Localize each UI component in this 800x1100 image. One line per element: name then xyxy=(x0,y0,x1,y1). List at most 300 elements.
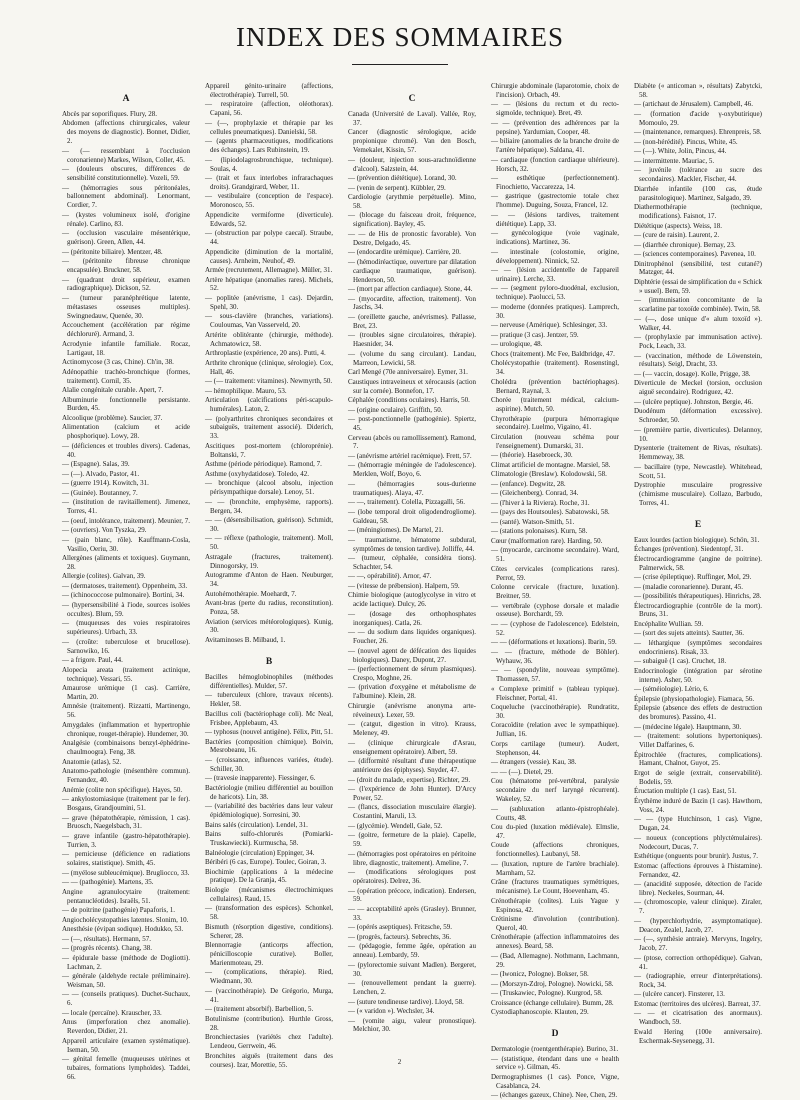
index-entry: Diverticule de Meckel (torsion, occlusion aiguë secondaire). Rodriguez, 42. xyxy=(634,379,762,397)
index-entry: Anatomo-pathologie (mésenthère commun). Fernandez, 40. xyxy=(62,767,190,785)
index-entry: Abdomen (affections chirurgicales, valeur des moyens de diagnostic). Bonnet, Didier, 2. xyxy=(62,119,190,146)
index-entry: Actinomycose (3 cas, Chine). Ch'in, 38. xyxy=(62,358,174,367)
index-entry: — gastrique (gastrectomie totale chez l'homme). Duguing, Souza, Francel, 12. xyxy=(491,192,619,210)
index-entry: — (dosage des orthophosphates inorganiques). Catla, 26. xyxy=(348,609,476,627)
index-entry: — (tumeur paranéphrétique latente, métastases osseuses multiples). Swingnedauw, Quenée, 30. xyxy=(62,293,190,320)
index-entry: Amnésie (traitement). Rizzatti, Martinengo, 56. xyxy=(62,702,190,720)
index-entry: Acrodynie infantile familiale. Rocaz, Lartigaut, 18. xyxy=(62,339,190,357)
index-entry: Appareil articulaire (examen systématique). Iseman, 50. xyxy=(62,1036,190,1054)
index-entry: — (théorie). Hasebroeck, 30. xyxy=(491,451,573,460)
index-entry: — (pylorectomie suivant Madlen). Bergeret, 30. xyxy=(348,960,476,978)
index-entry: — bronchique (alcool absolu, injection périsympathique dorsale). Lenoy, 51. xyxy=(205,479,333,497)
index-entry: Alalie congénitale curable. Apert, 7. xyxy=(62,386,164,394)
index-entry: Armée (recrutement, Allemagne). Müller, 31. xyxy=(205,266,333,275)
index-entry: Climat artificiel de montagne. Marsiel, 58. xyxy=(491,460,611,469)
index-entry: — (trait et faux interlobes infrarachaques droits). Grandgirard, Weber, 11. xyxy=(205,174,333,191)
page-title: INDEX DES SOMMAIRES xyxy=(235,22,565,52)
index-entry: — (goitre, fermeture de la plaie). Capelle, 59. xyxy=(348,831,476,849)
index-entry: Climatologie (Breslaw). Kolodowski, 58. xyxy=(491,470,607,479)
index-entry: — ankylostomiasique (traitement par le fer). Bosgaus, Grandjoumini, 51. xyxy=(62,795,190,812)
index-entry: — étrangers (vessie). Kau, 38. xyxy=(491,758,577,767)
index-entry: — (stations polonaises). Kurn, 58. xyxy=(491,527,588,536)
index-entry: — biliaire (anomalies de la branche droite de l'artère hépatique). Saldana, 41. xyxy=(491,137,619,155)
index-entry: Diathermothérapie (technique, modifications). Faisnot, 17. xyxy=(634,203,762,221)
index-entry: — (progrès, facteurs). Sebrechts, 36. xyxy=(348,932,452,941)
index-entry: — (ulcère peptique). Johnston, Bergie, 46. xyxy=(634,397,754,406)
index-entry: Autohémothérapie. Moehardt, 7. xyxy=(205,589,297,598)
index-entry: — (occlusion vasculaire mésentérique, guérison). Green, Allen, 44. xyxy=(62,229,190,247)
index-entry: Chimie biologique (autoglycolyse in vitro et acide lactique). Dulcy, 26. xyxy=(348,591,476,609)
index-entry: — (—, dose unique d'« alum toxoïd »). Walker, 44. xyxy=(634,314,762,332)
index-entry: — (méningiomes). De Martel, 21. xyxy=(348,526,444,535)
index-entry: — typhosus (nouvel antigène). Félix, Pitt, 51. xyxy=(205,728,333,736)
index-entry: — (vaccinothérapie). De Grégorio, Murga, 41. xyxy=(205,986,333,1004)
index-entry: — (troubles signe circulatoires, thérapie). Haesnider, 34. xyxy=(348,331,476,349)
index-entry: — sous-clavière (branches, variations). Couloumas, Van Vasserveld, 20. xyxy=(205,312,333,330)
index-entry: Bronchites aiguës (traitement dans des courses). Izar, Morettie, 55. xyxy=(205,1051,333,1069)
index-entry: Dystrophie musculaire progressive (chimisme musculaire). Collazo, Barbudo, Torres, 41. xyxy=(634,481,762,507)
index-entry: Estomac (territoires des ulcères). Barreat, 37. xyxy=(634,999,761,1008)
index-entry: Céphalée (conditions oculaires). Harris, 50. xyxy=(348,396,470,405)
index-entry: — (nouvel agent de défécation des liquides biologiques). Daney, Dupont, 27. xyxy=(348,646,476,664)
index-entry: — (vitesse de prébension). Halpern, 59. xyxy=(348,581,460,590)
index-entry: Chyrothérapie (purpura hémorragique secondaire). Luelmo, Vigaino, 41. xyxy=(491,414,619,432)
index-entry: Aviation (services météorologiques). Kunig, 30. xyxy=(205,617,333,635)
index-entry: — (immunisation concomitante de la scarlatine par toxoïde combinée). Twin, 58. xyxy=(634,296,762,314)
index-entry: — (hypersensibilité à l'iode, sources isolées occultes). Blum, 59. xyxy=(62,600,190,618)
index-entry: Chirurgie (anévrisme anonyma arte-réveineux). Lexer, 59. xyxy=(348,701,476,719)
index-entry: Anesthésie (évipan sodique). Hodukko, 53. xyxy=(62,925,184,934)
index-entry: Bronchiectasies (variétés chez l'adulte). Lendeou, Gerrwein, 46. xyxy=(205,1033,333,1051)
index-entry: Alcoolique (problème). Saucier, 37. xyxy=(62,413,163,422)
index-entry: Cancer (diagnostic sérologique, acide propionique chromé). Van den Bosch, Vemekalet, Kissin, 57. xyxy=(348,128,476,155)
index-entry: — —, traitement). Colella, Pizzagalli, 56. xyxy=(348,498,466,507)
index-entry: — — (cyphose de l'adolescence). Edelstein, 52. xyxy=(491,619,619,637)
section-letter: E xyxy=(694,519,702,530)
index-entry: — (pain blanc, rôle). Kauffmann-Cosla, Vasilio, Oeriu, 30. xyxy=(62,535,190,553)
index-entry: — (subluxation atlanto-épistrophéale). Coutts, 48. xyxy=(491,804,619,822)
index-entry: — (sort des sujets atteints). Sautter, 36. xyxy=(634,629,744,638)
index-entry: Épitrochlée (fractures, complications). Hamant, Chalnot, Guyot, 25. xyxy=(634,750,762,768)
index-entry: — (douleur, injection sous-arachnoïdienne d'alcool). Salzstein, 44. xyxy=(348,155,476,173)
index-entry: — (croissance, influences variées, étude). Schiller, 30. xyxy=(205,755,333,773)
index-entry: Balnéologie (circulation) Eppinger, 34. xyxy=(205,848,315,857)
index-entry: — (suture tendineuse tardive). Lloyd, 58. xyxy=(348,997,464,1006)
index-entry: — (—, synthèsie antraie). Mervyns, Ingelry, Jacob, 27. xyxy=(634,935,762,953)
index-entry: Bactériologie (milieu différentiel au bouillon de haricots). Lin, 38. xyxy=(205,783,333,801)
index-entry: Cystodiaphanoscopie. Klauten, 29. xyxy=(491,1008,589,1017)
index-entry: — (variabilité des bactéries dans leur valeur épidémiologique). Sorresini, 30. xyxy=(205,802,333,820)
index-entry: — locale (percaïne). Krauscher, 33. xyxy=(62,1008,162,1017)
index-entry: — post-ponctionnelle (pathogénie). Spiertz, 45. xyxy=(348,415,476,432)
index-entry: — (pédagogie, femme âgée, opération au anneau). Lembardy, 59. xyxy=(348,942,476,960)
index-entry: — (vomite aigu, valeur pronostique). Melchior, 30. xyxy=(348,1016,476,1034)
index-entry: Diététique (aspects). Weiss, 18. xyxy=(634,221,722,230)
index-column xyxy=(348,82,476,1072)
index-entry: Autogramme d'Anton de Haen. Neuburger, 34. xyxy=(205,571,333,589)
index-entry: — — du sodium dans liquides organiques). Foucher, 26. xyxy=(348,628,476,646)
index-entry: Angine agranulocytaire (traitement: pentanucléotides). Israëls, 51. xyxy=(62,887,190,905)
index-entry: Bacillus coli (bactériophage coli). Mc Neal, Frisbee, Applebaum, 43. xyxy=(205,709,333,727)
index-entry: — — et cicatrisation des anormaux). Wandboch, 59. xyxy=(634,1009,762,1027)
index-entry: Cou (hématome pré-vertébral, paralysie secondaire du nerf laryngé récurrent). Wakeley, 52. xyxy=(491,777,619,804)
index-entry: — (origine oculaire). Griffith, 50. xyxy=(348,405,443,414)
index-entry: Esthétique (onguents pour brunir). Justus, 7. xyxy=(634,852,759,861)
index-entry: Analgésie (combinaisons benzyl-éphédrine-chaulmoogra). Feng, 38. xyxy=(62,739,190,757)
index-entry: — (hyperchlorhydrie, asymptomatique). Deacon, Zealel, Jacob, 27. xyxy=(634,916,762,934)
index-entry: — (traitement absorbif). Barbellion, 5. xyxy=(205,1005,314,1014)
index-entry: — pernicieuse (déficience en radiations solaires, statistique). Smith, 45. xyxy=(62,850,190,868)
index-entry: Épilepsie (physiopathologie). Fiamaca, 56. xyxy=(634,694,755,703)
index-entry: — (perfectionnement de sérum plasmiques). Crespo, Moghne, 26. xyxy=(348,665,476,682)
index-entry: — (endocardite urémique). Carrière, 20. xyxy=(348,248,461,257)
index-entry: — (Guinée). Boutanney, 7. xyxy=(62,488,138,497)
index-entry: Articulation (calcifications péri-scapulo-humérales). Laton, 2. xyxy=(205,396,333,413)
index-entry: Dermographismes (1 cas). Ponce, Vigne, Casablanca, 24. xyxy=(491,1072,619,1090)
index-entry: — (« varidon »). Wechsler, 34. xyxy=(348,1007,435,1016)
index-entry: — (statistique, étendant dans une « health service »). Gilman, 45. xyxy=(491,1054,619,1072)
index-entry: — (kystes volumineux isolé, d'origine rénale). Carlino, 83. xyxy=(62,210,190,228)
index-entry: — (flancs, dissociation musculaire élargie). Costantini, Maruli, 13. xyxy=(348,803,476,821)
index-entry: — (anacidité supposée, détection de l'acide libre). Neckeles, Sourman, 44. xyxy=(634,880,762,897)
index-entry: — (myélose subleucémique). Brugliocco, 33. xyxy=(62,868,190,877)
index-entry: Ewald Hering (100e anniversaire). Eschermak-Seysenegg, 31. xyxy=(634,1027,762,1045)
index-entry: — (luxation, rupture de l'artère brachiale). Marnham, 52. xyxy=(491,859,619,877)
title-rule xyxy=(352,64,448,65)
index-entry: — (échanges gazeux, Chine). Nee, Chen, 29. xyxy=(491,1091,618,1100)
page-number: 2 xyxy=(397,1058,403,1066)
index-entry: Allergie (colites). Galvan, 39. xyxy=(62,572,146,581)
index-entry: — (privation d'oxygène et métabolisme de l'albumine). Klein, 28. xyxy=(348,683,476,701)
index-entry: — moderne (données pratiques). Lamprech, 30. xyxy=(491,302,619,320)
index-entry: — (Morszyn-Zdroj, Pologne). Nowicki, 58. xyxy=(491,979,614,988)
index-entry: Croissance (échange cellulaire). Bumm, 28. xyxy=(491,998,614,1007)
index-entry: Angiocholécystopathies latentes. Slonim, 10. xyxy=(62,915,189,924)
index-entry: Canada (Université de Laval). Vallée, Roy, 37. xyxy=(348,109,476,127)
index-entry: — (hémorragies post opératoires en péritoine libre, diagnostic, traitement). Ameline, 7. xyxy=(348,849,476,867)
index-entry: — (oeuf, intolérance, traitement). Meunier, 7. xyxy=(62,516,191,525)
index-entry: — (enfance). Degwitz, 28. xyxy=(491,479,566,488)
index-entry: — — (pathogénie). Martens, 35. xyxy=(62,878,154,887)
index-entry: — (venin de serpent). Kübbler, 29. xyxy=(348,183,446,192)
index-entry: — (pays des Houtsoules). Sabatowski, 58. xyxy=(491,508,610,517)
section-letter: C xyxy=(408,94,416,104)
index-entry: — (médecine légale). Hauptmann, 30. xyxy=(634,722,742,731)
index-entry: — — (lésions tardives, traitement diététique). Lapp, 33. xyxy=(491,210,619,228)
index-entry: Coqueluche (vaccinothérapie). Rundratitz, 30. xyxy=(491,703,619,720)
index-entry: Bismuth (résorption digestive, conditions). Scherer, 28. xyxy=(205,922,333,940)
index-entry: — (Iwonicz, Pologne). Bokser, 58. xyxy=(491,970,589,979)
index-entry: — — (déformations et luxations). Ibarin, 59. xyxy=(491,638,617,647)
index-entry: Coracoïdite (relation avec le sympathique). Jullian, 16. xyxy=(491,721,619,739)
index-entry: — (l'hiver à la Riviera). Roche, 31. xyxy=(491,498,590,507)
index-entry: — léthargique (symptômes secondaires endocriniens). Risak, 33. xyxy=(634,638,762,656)
index-entry: — (hémorragie méningée de l'adolescence). Merklen, Wolf, Boyo, 6. xyxy=(348,461,476,479)
index-entry: — — réflexe (pathologie, traitement). Moll, 50. xyxy=(205,534,333,552)
index-entry: — (vaccination, méthode de Löwenstein, résultats). Seigl, Dracht, 33. xyxy=(634,351,762,369)
index-entry: Biochimie (applications à la médecine pratique). De la Granja, 45. xyxy=(205,867,333,885)
index-entry: — (ouvriers). Von Tyszka, 29. xyxy=(62,526,147,535)
index-entry: Abcès par soporifiques. Flury, 28. xyxy=(62,109,158,118)
index-entry: Arthroplastie (expérience, 20 ans). Putti, 4. xyxy=(205,349,326,358)
index-entry: — (hémorragies sous-durienne traumatiques). Alaya, 47. xyxy=(348,479,476,497)
index-entry: — grave infantile (gastro-hépatothérapie). Turrien, 3. xyxy=(62,831,190,849)
index-entry: Caustiques intraveineux et xérocausis (action sur la cornée). Bonnefon, 17. xyxy=(348,377,476,395)
index-entry: — bacillaire (type, Newcastle). Whitehead, Scott, 51. xyxy=(634,462,762,480)
index-entry: Circulation (nouveau schéma pour l'enseignement). Dumarski, 31. xyxy=(491,432,619,450)
index-entry: — vestibulaire (conception de l'espace). Moronosco, 55. xyxy=(205,192,333,210)
index-entry: — (— ressemblant à l'occlusion coronarienne) Markes, Wilson, Coller, 45. xyxy=(62,146,190,164)
index-entry: — poplitée (anévrisme, 1 cas). Dejardin, Spehl, 30. xyxy=(205,293,333,311)
index-entry: Biologie (mécanismes électrochimiques cellulaires). Raud, 15. xyxy=(205,885,333,903)
index-entry: — cardiaque (fonction cardiaque ultérieure). Horsch, 32. xyxy=(491,155,619,173)
index-entry: Bacilles hémoglobinophiles (méthodes différentielles). Mulder, 57. xyxy=(205,672,333,690)
index-entry: Électrocardiographie (contrôle de la mort). Bruns, 31. xyxy=(634,601,762,619)
index-entry: — (muqueuses des voies respiratoires supérieures). Urbach, 33. xyxy=(62,619,190,637)
index-entry: Cholédra (prévention bactériophages). Bernard, Raynal, 3. xyxy=(491,377,619,395)
index-entry: Coude (affections chroniques, fonctionnelles). Laubanyi, 58. xyxy=(491,841,619,859)
index-entry: — (lobe temporal droit oligodendrogliome). Galdeau, 58. xyxy=(348,507,476,525)
index-entry: — traumatisme, hématome subdural, symptômes de tension tardive). Jolliffe, 44. xyxy=(348,535,476,553)
index-entry: Cholécystopathie (traitement). Rosenstingl, 34. xyxy=(491,359,619,377)
index-entry: Dinitrophénol (sensibilité, test cutané?) Matzger, 44. xyxy=(634,259,762,277)
index-entry: Épilepsie (absence des effets de destruction des bromures). Passino, 41. xyxy=(634,704,762,722)
index-entry: Amaurose urémique (1 cas). Carrière, Martin, 20. xyxy=(62,684,190,701)
index-entry: — (maintenance, remarques). Ehrenpreis, 58. xyxy=(634,128,762,137)
index-entry: Chocs (traitement). Mc Fee, Baldbridge, 47. xyxy=(491,349,615,358)
index-entry: Électrocardiogramme (angine de poitrine). Palmerwick, 58. xyxy=(634,554,762,572)
index-entry: — (volume du sang circulant). Landau, Marreon, Lewicki, 58. xyxy=(348,349,476,367)
index-entry: — — (spondylite, nouveau symptôme). Thomassen, 57. xyxy=(491,666,619,684)
index-entry: — (sciences contemporaines). Pavenea, 10. xyxy=(634,250,756,259)
index-entry: Diabète (« anticoman », résultats) Zabytcki, 58. xyxy=(634,82,762,99)
index-entry: Crâne (fractures traumatiques symétriques, mécanisme). Le Count, Hoevenham, 45. xyxy=(491,878,619,896)
index-entry: Colonne cervicale (fracture, luxation). Breitner, 59. xyxy=(491,583,619,601)
index-entry: — (non-hérédité). Pincus, White, 45. xyxy=(634,137,738,146)
index-entry: — générale (aldehyde rectale préliminaire). Weisman, 50. xyxy=(62,972,190,989)
index-entry: — — (bronchite, emphysème, rapports). Bergen, 34. xyxy=(205,497,333,515)
index-entry: Béribéri (6 cas, Europe). Toulec, Goiran, 3. xyxy=(205,858,327,867)
index-entry: Avitaminoses B. Milbaud, 1. xyxy=(205,635,286,644)
index-entry: — — de His de pronostic favorable). Von Destre, Delgado, 45. xyxy=(348,229,476,247)
index-entry: Ascitiques post-mortem (chloroprénie). Boltanski, 7. xyxy=(205,441,333,459)
index-entry: Diphtérie (essai de simplification du « Schick » usuel). Bem, 59. xyxy=(634,277,762,295)
index-entry: Avant-bras (perte du radius, reconstitution). Ponza, 58. xyxy=(205,599,333,617)
index-entry: — (Espagne). Salas, 39. xyxy=(62,460,130,469)
index-entry: Chirurgie abdominale (laparotomie, choix de l'incision). Orbach, 49. xyxy=(491,82,619,99)
index-entry: Anémie (colite non spécifique). Hayes, 50. xyxy=(62,785,183,794)
index-entry: Encéphalite Wullian. 59. xyxy=(634,619,704,628)
index-entry: Botulinisme (contribution). Hurthle Gross, 28. xyxy=(205,1014,333,1032)
index-entry: — (clinique chirurgicale d'Asrau, enseignement opératoire). Albert, 59. xyxy=(348,738,476,756)
index-column xyxy=(62,82,191,1081)
index-entry: Bains sulfo-chlorurés (Pomiarki-Truskawiecki). Kurmuscha, 58. xyxy=(205,830,333,848)
index-entry: Bactéries (composition chimique). Boivin, Mesrobeanu, 16. xyxy=(205,737,333,755)
index-entry: Diarrhée infantile (100 cas, étude parasitologique). Martinez, Salgado, 39. xyxy=(634,184,762,202)
index-entry: — (diarrhée chronique). Bernay, 23. xyxy=(634,240,736,249)
index-entry: — subaiguë (1 cas). Cruchet, 18. xyxy=(634,657,727,666)
index-entry: — (quadrant droit supérieur, examen radiographique). Dickson, 52. xyxy=(62,275,190,293)
index-entry: — (blocage du faisceau droit, fréquence, signification). Bayley, 45. xyxy=(348,211,476,229)
index-entry: — (droit du malade, expertise). Richter, 29. xyxy=(348,775,471,784)
index-entry: — — (fracture, méthode de Böhler). Wyhauw, 36. xyxy=(491,647,619,665)
index-entry: Eaux lourdes (action biologique). Schön, 31. xyxy=(634,535,760,544)
index-entry: — (l'expérience de John Hunter). D'Arcy Power, 52. xyxy=(348,785,476,802)
index-entry: — (artichaut de Jérusalem). Campbell, 46. xyxy=(634,100,753,109)
index-entry: Dermatologie (roentgenthérapie). Burino, 31. xyxy=(491,1045,619,1054)
index-entry: Bains salés (circulation). Lendel, 31. xyxy=(205,820,308,829)
index-column xyxy=(634,82,762,1072)
index-entry: — (travesie inapparente). Fiessinger, 6. xyxy=(205,774,316,783)
index-entry: — (agents pharmaceutiques, modifications des échanges). Lars Rubinstein, 19. xyxy=(205,137,333,155)
index-entry: — intermittente. Mauriac, 5. xyxy=(634,156,715,165)
index-entry: — (douleurs obscures, différences de sensibilité constitutionnelle). Vozeli, 59. xyxy=(62,165,190,183)
index-entry: Artérite oblitérante (chirurgie, méthode). Achmatowicz, 58. xyxy=(205,330,333,348)
index-entry: — (— traitement: vitamines). Newmyrth, 50. xyxy=(205,377,333,386)
index-entry: Endocrinologie (intégration par sérotine interne). Asher, 50. xyxy=(634,666,762,684)
index-entry: — (première partie, diverticules). Delannoy, 10. xyxy=(634,425,762,443)
index-entry: — (prévention diététique). Lorand, 30. xyxy=(348,174,457,183)
index-entry: — (—). White, Jolin, Pincus, 44. xyxy=(634,147,727,156)
index-entry: — respiratoire (affection, oléothorax). Capani, 56. xyxy=(205,100,333,118)
index-entry: — noueux (conceptions phlyctémulaires). Nodecourt, Ducas, 7. xyxy=(634,833,762,851)
index-entry: — esthétique (perfectionnement). Finochietto, Vaccarezza, 14. xyxy=(491,174,619,191)
index-entry: — (progrès récents). Chang, 38. xyxy=(62,944,153,953)
index-entry: — (catgut, digestion in vitro). Krauss, Meleney, 49. xyxy=(348,720,476,738)
index-entry: — gynécologique (voie vaginale, indications). Martinez, 36. xyxy=(491,229,619,247)
index-entry: — (modifications sérologiques post opératoires). Delrez, 36. xyxy=(348,868,476,886)
index-entry: — (ichinococcose pulmonaire). Bortini, 34. xyxy=(62,591,185,600)
index-entry: Allergènes (aliments et toxiques). Guymann, 28. xyxy=(62,554,190,571)
index-entry: Dysenterie (traitement de Rivas, résultats). Hemmeway, 38. xyxy=(634,444,762,462)
index-entry: Anus (imperforation chez anomalie). Reverdon, Didier, 21. xyxy=(62,1018,190,1036)
index-entry: Ergot de seigle (extrait, conservabilité). Bodelis, 59. xyxy=(634,768,762,786)
index-entry: Alimentation (calcium et acide phosphorique). Lowy, 28. xyxy=(62,423,190,441)
index-entry: — (— vaccin, dosage). Kolle, Prigge, 38. xyxy=(634,369,751,378)
index-entry: Appendicite (diminution de la mortalité, causes). Arnheim, Neuhof, 49. xyxy=(205,247,333,265)
index-entry: Duodénum (déformation excessive). Schroeder, 50. xyxy=(634,407,762,425)
index-entry: Éructation multiple (1 cas). East, 51. xyxy=(634,787,737,796)
index-entry: — (oreillette gauche, anévrismes). Pallasse, Bret, 23. xyxy=(348,312,476,330)
index-entry: Cerveau (abcès ou ramollissement). Ramond, 7. xyxy=(348,433,476,451)
index-entry: — (Bad, Allemagne). Nothmann, Lachmann, 29. xyxy=(491,951,619,969)
index-entry: Érythème induré de Bazin (1 cas). Hawthorn, Voss, 24. xyxy=(634,796,762,814)
index-entry: Artère hépatique (anomalies rares). Michels, 52. xyxy=(205,275,333,293)
index-entry: — (séméiologie). Lèrio, 6. xyxy=(634,685,709,694)
index-entry: — a frigore. Paul, 44. xyxy=(62,656,123,665)
index-entry: — (tumeur, céphalée, considéra tions). Schachter, 54. xyxy=(348,554,476,571)
index-entry: — (crise épileptique). Ruffinger, Mol, 29. xyxy=(634,573,752,582)
index-entry: — (glycémie). Wendell, Gale, 52. xyxy=(348,821,443,830)
index-entry: — grave (hépatothérapie, rémission, 1 cas). Bruosch, Naegelsbach, 31. xyxy=(62,813,190,831)
index-entry: — (ulcère cancer). Finsterer, 13. xyxy=(634,990,725,999)
index-entry: Crénothérapie (affection inflammatoires des annexes). Beard, 58. xyxy=(491,933,619,951)
index-entry: — (myocardite, affection, traitement). Von Jaschs, 34. xyxy=(348,294,476,312)
index-entry: — (hémorragies sous péritonéales, ballonnement abdominal). Lenormant, Cordier, 7. xyxy=(62,183,190,210)
index-entry: — tuberculeux (chlore, travaux récents). Hekler, 58. xyxy=(205,691,333,709)
index-entry: — (péritonite fibreuse chronique encapsulée). Bruckner, 58. xyxy=(62,257,190,275)
index-entry: — (myocarde, carcinome secondaire). Ward, 51. xyxy=(491,546,619,564)
index-entry: — (—, prophylaxie et thérapie par les cellules pneumatiques). Danielski, 58. xyxy=(205,118,333,136)
index-entry: — (croûte: tuberculose et brucellose). Sarnowiko, 16. xyxy=(62,637,190,655)
index-entry: — juvénile (tolérance au sucre des secondaires). Mackler, Fischer, 44. xyxy=(634,166,762,184)
index-entry: — (opérés aseptiques). Fritzsche, 59. xyxy=(348,923,452,932)
index-entry: Arthrite chronique (clinique, sérologie). Cox, Hall, 46. xyxy=(205,358,333,376)
index-entry: Carl Mengé (70e anniversaire). Eymer, 31. xyxy=(348,368,468,377)
index-entry: — (prophylaxie par immunisation active). Pock, Leach, 33. xyxy=(634,333,762,351)
index-entry: — de poitrine (pathogénie) Papaforis, 1. xyxy=(62,906,175,915)
index-entry: Côtes cervicales (complications rares). Perrot, 59. xyxy=(491,564,619,582)
section-letter: A xyxy=(122,94,130,104)
index-entry: Corps cartilage (tumeur). Audert, Stephenson, 44. xyxy=(491,739,619,757)
index-entry: — (institution de ravitaillement). Jimenez, Torres, 41. xyxy=(62,498,190,516)
index-entry: — (obstruction par polype caecal). Straube, 44. xyxy=(205,229,333,247)
index-entry: — (santé). Watson-Smith, 51. xyxy=(491,517,575,526)
index-entry: — urologique, 48. xyxy=(491,340,543,349)
index-entry: — — (prévention des adhérences par la pepsine). Yardumian, Cooper, 48. xyxy=(491,118,619,136)
index-entry: Accouchement (accélération par régime déchloruré). Armand, 3. xyxy=(62,321,190,339)
index-entry: — (hémodiréactique, ouverture par dilatation cardiaque traumatique, guérison). Henderson, 50. xyxy=(348,257,476,284)
index-entry: — pratique (3 cas). Jentzer, 59. xyxy=(491,330,579,339)
index-column xyxy=(491,82,619,1100)
index-entry: Appendicite vermiforme (diverticule). Edwards, 52. xyxy=(205,210,333,228)
index-entry: — épidurale basse (méthode de Dogliotti). Lachman, 2. xyxy=(62,953,190,971)
index-entry: — (polyarthrites chroniques secondaires et subaiguës, traitement associé). Diderich, 33. xyxy=(205,414,333,441)
index-entry: — (Truskawiec, Pologne). Kurgrod, 58. xyxy=(491,989,603,998)
index-entry: Adénopathie trachéo-bronchique (formes, traitement). Cornil, 35. xyxy=(62,367,190,385)
index-entry: — (guerre 1914). Kowitch, 31. xyxy=(62,479,149,488)
index-entry: — (maladie coronarienne). Durant, 45. xyxy=(634,582,744,591)
index-entry: — hémophilique. Mauro, 53. xyxy=(205,386,287,395)
index-entry: — (Gleichenberg). Conrad, 34. xyxy=(491,489,579,498)
index-entry: — (ptose, correction orthopédique). Galvan, 41. xyxy=(634,953,762,971)
index-entry: — (formation d'acide γ-oxybutirique) Momoulo, 29. xyxy=(634,109,762,127)
index-entry: — — (désensibilisation, guérison). Schmidt, 30. xyxy=(205,516,333,533)
index-entry: — vertébrale (cyphose dorsale et maladie osseuse). Borchardt, 59. xyxy=(491,601,619,619)
index-entry: — (difformité résultant d'une thérapeutique antérieure des épiphyses). Snyder, 47. xyxy=(348,757,476,774)
index-entry: Asthme (oxyhydatidose). Toledo, 42. xyxy=(205,469,309,478)
index-entry: — (anévrisme artériel racémique). Frett, 57. xyxy=(348,451,472,460)
index-entry: — — (conseils pratiques). Duchet-Suchaux, 6. xyxy=(62,990,190,1008)
section-letter: D xyxy=(551,1029,559,1040)
index-entry: — (péritonite biliaire). Mentzer, 48. xyxy=(62,247,163,256)
index-entry: — (déficiences et troubles divers). Cadenas, 40. xyxy=(62,441,190,459)
index-entry: Albuminurie fonctionnelle persistante. Burden, 45. xyxy=(62,395,190,413)
index-entry: — (possibilités thérapeutiques). Hinrichs, 28. xyxy=(634,592,762,601)
index-entry: Estomac (affections éprouves à l'histamine). Fernandez, 42. xyxy=(634,861,762,879)
index-entry: Asthme (période périodique). Ramond, 7. xyxy=(205,460,322,469)
index-entry: Échanges (prévention). Siedentopf, 31. xyxy=(634,545,744,554)
index-entry: Chorée (traitement médical, calcium-aspirine). Mutch, 50. xyxy=(491,396,619,413)
index-entry: — (transformation des espèces). Schonkel, 58. xyxy=(205,904,333,922)
index-entry: Astragale (fractures, traitement). Dinnogorsky, 19. xyxy=(205,552,333,570)
index-entry: — génital femelle (muqueuses utérines et tubaires, formations lymphoïdes). Taddei, 66. xyxy=(62,1055,190,1081)
index-entry: — (dermatoses, traitement). Oppenheim, 33. xyxy=(62,581,188,590)
index-entry: Appareil génito-urinaire (affections, électrothérapie). Turrell, 50. xyxy=(205,82,333,99)
index-entry: — (traitement: solutions hypertoniques). Villet Daffarines, 6. xyxy=(634,732,762,750)
index-entry: Cœur (malformation rare). Harding, 50. xyxy=(491,536,603,545)
index-entry: — (—). Alvado, Pastor, 41. xyxy=(62,469,140,478)
index-entry: — nerveuse (Amérique). Schlesinger, 33. xyxy=(491,321,608,330)
index-entry: — —, opérabilité). Arnor, 47. xyxy=(348,572,432,581)
index-entry: — (complications, thérapie). Ried, Wiedmann, 30. xyxy=(205,968,333,986)
index-entry: « Complexe primitif » (tableau typique). Fleischner, Portal, 41. xyxy=(491,684,619,702)
index-entry: Blennorragie (anticorps affection, pénicilloscopie curative). Boller, Marienmoteau, 29. xyxy=(205,941,333,967)
index-entry: Crétinisme d'involution (contribution). Querol, 40. xyxy=(491,915,619,932)
index-entry: — — (lésion accidentelle de l'appareil urinaire). Lerche, 33. xyxy=(491,266,619,283)
index-entry: — intestinale (colostomie, origine, développement). Ninnick, 52. xyxy=(491,247,619,265)
index-entry: — — (segment pyloro-duodénal, exclusion, technique). Paolucci, 53. xyxy=(491,284,619,302)
